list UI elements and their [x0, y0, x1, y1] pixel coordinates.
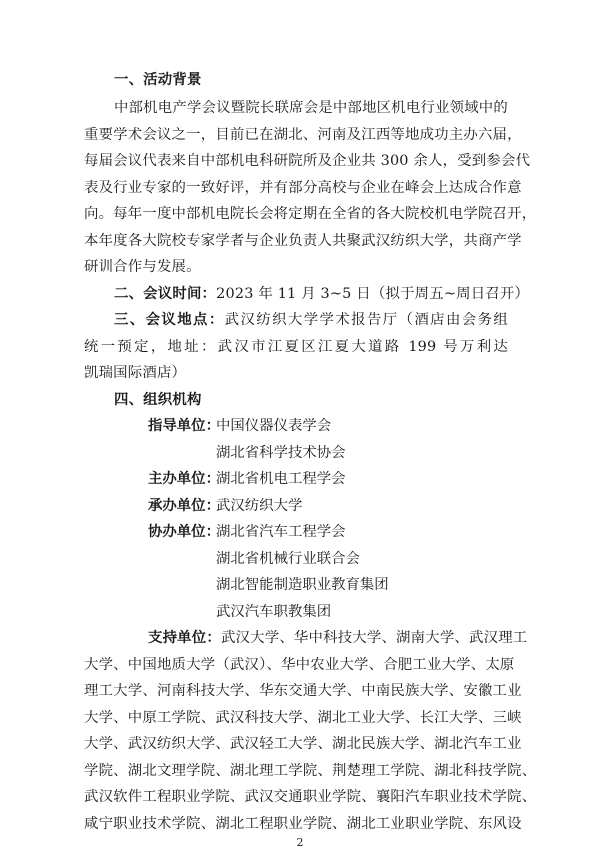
co-organizer-label: 协办单位：	[148, 523, 220, 540]
organizer-label: 承办单位：	[148, 497, 220, 514]
co-organizer-unit: 湖北省汽车工程学会	[216, 524, 346, 540]
co-organizer-unit: 湖北省机械行业联合会	[216, 551, 360, 567]
support-line: 武汉大学、华中科技大学、湖南大学、武汉理工	[220, 630, 528, 646]
guidance-label: 指导单位：	[148, 417, 220, 434]
support-line: 理工大学、河南科技大学、华东交通大学、中南民族大学、安徽工业	[84, 683, 522, 699]
page-number: 2	[296, 836, 304, 849]
location-line: 武汉纺织大学学术报告厅（酒店由会务组	[224, 312, 509, 328]
support-line: 大学、中国地质大学（武汉）、华中农业大学、合肥工业大学、太原	[84, 657, 515, 673]
paragraph-line: 重要学术会议之一，目前已在湖北、河南及江西等地成功主办六届，	[84, 127, 522, 143]
support-line: 学院、湖北文理学院、湖北理工学院、荆楚理工学院、湖北科技学院、	[84, 763, 537, 779]
host-unit: 湖北省机电工程学会	[216, 471, 346, 487]
paragraph-line: 每届会议代表来自中部机电科研院所及企业共 300 余人，受到参会代	[84, 153, 531, 169]
paragraph-line: 研训合作与发展。	[84, 259, 201, 275]
support-label: 支持单位：	[148, 629, 221, 646]
support-line: 咸宁职业技术学院、湖北工程职业学院、湖北工业职业学院、东风设	[84, 816, 522, 832]
support-line: 武汉软件工程职业学院、武汉交通职业学院、襄阳汽车职业技术学院、	[84, 789, 537, 805]
meeting-time-value: 2023 年 11 月 3~5 日（拟于周五~周日召开）	[216, 286, 530, 302]
paragraph-line: 向。每年一度中部机电院长会将定期在全省的各大院校机电学院召开，	[84, 206, 537, 222]
guidance-unit: 中国仪器仪表学会	[216, 418, 332, 434]
location-line: 凯瑞国际酒店）	[84, 365, 187, 381]
co-organizer-unit: 湖北智能制造职业教育集团	[216, 577, 389, 593]
location-line: 统一预定，地址：武汉市江夏区江夏大道路 199 号万利达	[84, 339, 508, 355]
paragraph-line: 表及行业专家的一致好评，并有部分高校与企业在峰会上达成合作意	[84, 180, 522, 196]
paragraph-line: 中部机电产学会议暨院长联席会是中部地区机电行业领域中的	[114, 100, 508, 116]
support-line: 大学、武汉纺织大学、武汉轻工大学、湖北民族大学、湖北汽车工业	[84, 736, 522, 752]
section-heading-background: 一、活动背景	[114, 71, 202, 88]
host-label: 主办单位：	[148, 470, 220, 487]
meeting-time	[114, 284, 530, 304]
guidance-unit: 湖北省科学技术协会	[216, 445, 346, 461]
section-heading-location: 三、会议地点：	[114, 311, 225, 328]
support-line: 大学、中原工学院、武汉科技大学、湖北工业大学、长江大学、三峡	[84, 710, 522, 726]
co-organizer-unit: 武汉汽车职教集团	[216, 604, 332, 620]
organizer-unit: 武汉纺织大学	[216, 498, 303, 514]
section-heading-time: 二、会议时间：	[114, 285, 217, 302]
meeting-location	[114, 310, 508, 330]
support-first-line	[148, 628, 528, 648]
paragraph-line: 本年度各大院校专家学者与企业负责人共聚武汉纺织大学，共商产学	[84, 233, 522, 249]
section-heading-organization: 四、组织机构	[114, 391, 202, 408]
